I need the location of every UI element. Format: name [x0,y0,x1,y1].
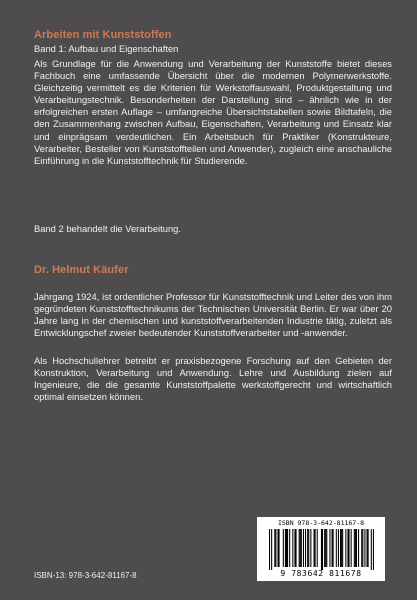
barcode-bar [283,529,284,567]
barcode-bar [362,529,363,567]
barcode-bar [325,529,326,567]
barcode-bar [364,529,365,567]
barcode-bar [345,529,346,567]
barcode-bar [292,529,293,567]
barcode-bar [271,529,272,570]
barcode-bar [341,529,342,567]
barcode-bar [371,529,372,570]
barcode-bar [329,529,330,567]
volume-title: Band 1: Aufbau und Eigenschaften [34,43,179,54]
barcode-bar [349,529,350,567]
barcode-bar [279,529,280,567]
book-description: Als Grundlage für die Anwendung und Verarbeitung der Kunststoffe bietet dieses Fachbuch eine umfassende Übersicht über die modernen Polymerwerkstoffe. Gleichzeitig vermittelt es die Kriterien für Werkstoffauswahl, Produktgestaltung und Verarbeitungstechnik. Besonderheiten der Darstellung sind – ähnlich wie in der erfolgreichen ersten Auflage – umfangreiche Übersichtstabellen sowie Bildtafeln, die den Zusammenhang zwischen Aufbau, Eigenschaften, Verarbeitung und Einsatz klar und einprägsam verdeutlichen. Ein Arbeitsbuch für Praktiker (Konstrukteure, Verarbeiter, Besteller von Kunststoffteilen und Anwender), zugleich eine anschauliche Einführung in die Kunststofftechnik für Studierende. [34,58,392,166]
barcode-bar [286,529,287,567]
barcode-bar [301,529,302,567]
barcode-bar [303,529,304,567]
barcode-bar [285,529,286,567]
barcode-bar [307,529,308,567]
volume-2-note: Band 2 behandelt die Verarbeitung. [34,223,181,234]
barcode-bar [322,529,323,570]
barcode-bar [269,529,270,570]
barcode-bar [300,529,301,567]
author-bio-part-2: Als Hochschullehrer betreibt er praxisbezogene Forschung auf den Gebieten der Konstruktion, Verarbeitung und Anwendung. Lehre und Ausbildung zielen auf Ingenieure, die die gesamte Kunststoffpalette werkstoffgerecht und wirtschaftlich optimal einsetzen können. [34,355,392,403]
barcode-bar [368,529,369,567]
barcode-bar [358,529,359,567]
book-series-heading: Arbeiten mit Kunststoffen [34,29,172,41]
barcode-bar [299,529,300,567]
barcode-bar [308,529,309,567]
barcode-bar [294,529,295,567]
barcode-bar [277,529,278,567]
barcode-bar [333,529,334,567]
barcode-bar [287,529,288,567]
barcode-bar [351,529,352,567]
barcode-bar [274,529,275,567]
barcode-bar [367,529,368,567]
barcode-bar [361,529,362,567]
barcode-bar [342,529,343,567]
barcode-bar [305,529,306,567]
author-name: Dr. Helmut Käufer [34,264,129,276]
barcode-bar [275,529,276,567]
barcode-bar [356,529,357,567]
barcode-digits: 9 783642 811678 [280,569,362,578]
barcode-bar [310,529,311,567]
barcode-bar [289,529,290,567]
author-bio-part-1: Jahrgang 1924, ist ordentlicher Professor für Kunststofftechnik und Leiter des von ihm gegründeten Kunststofftechnikums der Technischen Universität Berlin. Er war über 20 Jahre lang in der chemischen und kunststoffverarbeitenden Industrie tätig, zuletzt als Entwicklungschef zweier bedeutender Kunststoffverarbeiter und -anwender. [34,291,392,339]
barcode-bar [332,529,333,567]
barcode-bar [354,529,355,567]
barcode-bar [338,529,339,567]
barcode-bar [347,529,348,567]
isbn-text: ISBN-13: 978-3-642-81167-8 [34,571,137,580]
barcode-bar [326,529,327,567]
barcode-bar [317,529,318,567]
barcode-bar [340,529,341,567]
barcode-bar [296,529,297,567]
isbn-barcode [257,517,385,581]
barcode-bar [373,529,374,570]
barcode-bar [321,529,322,570]
barcode-bar [355,529,356,567]
barcode-bar [336,529,337,567]
barcode-bar [324,529,325,567]
barcode-bar [315,529,316,567]
barcode-bar [314,529,315,567]
barcode-label: ISBN 978-3-642-81167-8 [277,519,365,527]
